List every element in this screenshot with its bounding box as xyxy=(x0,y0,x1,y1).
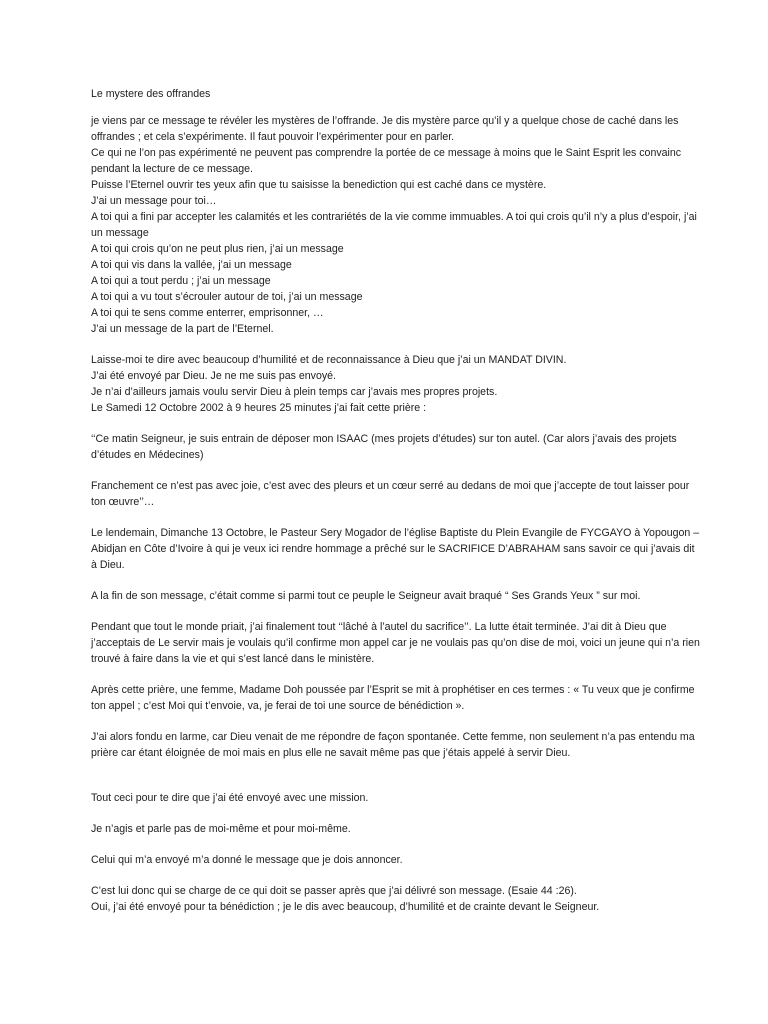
paragraph-prayer-continued xyxy=(91,478,701,510)
paragraph-line: Tout ceci pour te dire que j’ai été envoyé avec une mission. xyxy=(91,792,369,804)
paragraph-end-of-message xyxy=(91,588,701,604)
paragraph-line: Oui, j’ai été envoyé pour ta bénédiction ; je le dis avec beaucoup, d’humilité et de crainte devant le Seigneur. xyxy=(91,901,600,913)
paragraph-sent-message xyxy=(91,852,701,868)
paragraph-prayer xyxy=(91,431,701,463)
paragraph-line: A toi qui a fini par accepter les calamités et les contrariétés de la vie comme immuables. A toi qui crois qu’il n’y a plus d’espoir, j’ai un message xyxy=(91,211,697,239)
paragraph-next-day xyxy=(91,525,701,573)
paragraph-line: A la fin de son message, c’était comme si parmi tout ce peuple le Seigneur avait braqué “ Ses Grands Yeux ” sur moi. xyxy=(91,590,641,602)
paragraph-line: J’ai un message pour toi… xyxy=(91,195,217,207)
document-page xyxy=(91,86,701,915)
paragraph-line: J’ai été envoyé par Dieu. Je ne me suis pas envoyé. xyxy=(91,370,336,382)
paragraph-line: Je n’ai d’ailleurs jamais voulu servir Dieu à plein temps car j’avais mes propres projets. xyxy=(91,386,498,398)
paragraph-line: J’ai alors fondu en larme, car Dieu venait de me répondre de façon spontanée. Cette femme, non seulement n’a pas entendu ma prière car étant éloignée de moi mais en plus elle ne savait même pas que j’étais appelé à servir Dieu. xyxy=(91,731,695,759)
paragraph-line: A toi qui a tout perdu ; j’ai un message xyxy=(91,275,271,287)
paragraph-closing xyxy=(91,883,701,915)
paragraph-line: Celui qui m’a envoyé m’a donné le message que je dois annoncer. xyxy=(91,854,403,866)
paragraph-mandate xyxy=(91,352,701,416)
paragraph-line: Le Samedi 12 Octobre 2002 à 9 heures 25 minutes j’ai fait cette prière : xyxy=(91,402,427,414)
paragraph-line: Après cette prière, une femme, Madame Doh poussée par l’Esprit se mit à prophétiser en ces termes : « Tu veux que je confirme ton appel ; c’est Moi qui t’envoie, va, je ferai de toi une source de bénédiction ». xyxy=(91,684,695,712)
paragraph-line: A toi qui vis dans la vallée, j’ai un message xyxy=(91,259,292,271)
paragraph-line: C’est lui donc qui se charge de ce qui doit se passer après que j’ai délivré son message. (Esaie 44 :26). xyxy=(91,885,577,897)
paragraph-line: A toi qui a vu tout s’écrouler autour de toi, j’ai un message xyxy=(91,291,363,303)
paragraph-sacrifice xyxy=(91,619,701,667)
paragraph-line: J’ai un message de la part de l’Eternel. xyxy=(91,323,274,335)
paragraph-spacer xyxy=(91,776,701,790)
paragraph-tears xyxy=(91,729,701,761)
paragraph-line: Laisse-moi te dire avec beaucoup d’humilité et de reconnaissance à Dieu que j’ai un MANDAT DIVIN. xyxy=(91,354,567,366)
document-title: Le mystere des offrandes xyxy=(91,88,211,100)
paragraph-line: A toi qui te sens comme enterrer, emprisonner, … xyxy=(91,307,324,319)
paragraph-line: Je n’agis et parle pas de moi-même et pour moi-même. xyxy=(91,823,351,835)
paragraph-mission xyxy=(91,790,701,806)
paragraph-line: Franchement ce n’est pas avec joie, c’est avec des pleurs et un cœur serré au dedans de moi que j’accepte de tout laisser pour ton œuvre’’… xyxy=(91,480,690,508)
paragraph-line: Ce qui ne l’on pas expérimenté ne peuvent pas comprendre la portée de ce message à moins que le Saint Esprit les convainc pendant la lecture de ce message. xyxy=(91,147,682,175)
paragraph-line: je viens par ce message te révéler les mystères de l’offrande. Je dis mystère parce qu’il y a quelque chose de caché dans les offrandes ; et cela s’expérimente. Il faut pouvoir l’expérimenter pour en parler. xyxy=(91,115,679,143)
paragraph-line: ‘‘Ce matin Seigneur, je suis entrain de déposer mon ISAAC (mes projets d’études) sur ton autel. (Car alors j’avais des projets d’études en Médecines) xyxy=(91,433,677,461)
paragraph-prophecy xyxy=(91,682,701,714)
paragraph-line: Le lendemain, Dimanche 13 Octobre, le Pasteur Sery Mogador de l’église Baptiste du Plein Evangile de FYCGAYO à Yopougon – Abidjan en Côte d’Ivoire à qui je veux ici rendre hommage a prêché sur le SACRIFICE D’ABRAHAM sans savoir ce qui j’avais dit à Dieu. xyxy=(91,527,700,571)
paragraph-line: Pendant que tout le monde priait, j’ai finalement tout ‘‘lâché à l’autel du sacrifice’’. La lutte était terminée. J’ai dit à Dieu que j’acceptais de Le servir mais je voulais qu’il confirme mon appel car je ne voulais pas qu’on dise de moi, voici un jeune qui n’a rien trouvé à faire dans la vie et qui s’est lancé dans le ministère. xyxy=(91,621,700,665)
paragraph-line: Puisse l’Eternel ouvrir tes yeux afin que tu saisisse la benediction qui est caché dans ce mystère. xyxy=(91,179,547,191)
paragraph-line: A toi qui crois qu’on ne peut plus rien, j’ai un message xyxy=(91,243,344,255)
paragraph-not-myself xyxy=(91,821,701,837)
paragraph-intro xyxy=(91,113,701,337)
